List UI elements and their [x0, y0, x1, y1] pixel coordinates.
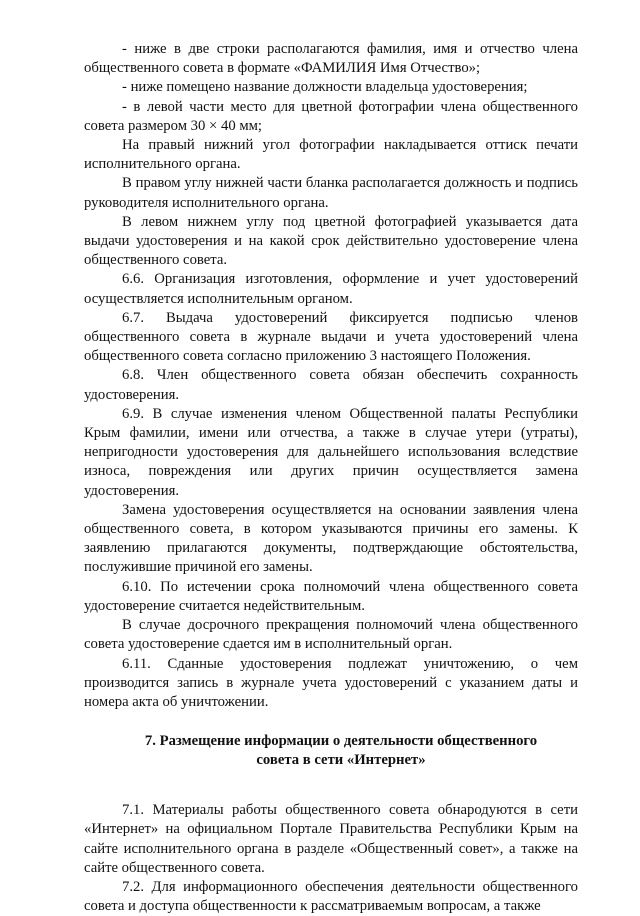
- paragraph-7-2: 7.2. Для информационного обеспечения деятельности общественного совета и доступа общественности к рассматриваемым вопросам, а также: [84, 878, 578, 915]
- paragraph-6-6: 6.6. Организация изготовления, оформление и учет удостоверений осуществляется исполнительным органом.: [84, 271, 578, 307]
- paragraph-signature: В правом углу нижней части бланка располагается должность и подпись руководителя исполнительного органа.: [84, 175, 578, 211]
- paragraph-6-9: 6.9. В случае изменения членом Общественной палаты Республики Крым фамилии, имени или отчества, а также в случае утери (утраты), непригодности удостоверения для дальнейшего использования вследствие износа, повреждения или других причин осуществляется замена удостоверения.: [84, 405, 578, 499]
- paragraph-6-8: 6.8. Член общественного совета обязан обеспечить сохранность удостоверения.: [84, 367, 578, 403]
- paragraph-fio-format: - ниже в две строки располагаются фамилия, имя и отчество члена общественного совета в формате «ФАМИЛИЯ Имя Отчество»;: [84, 41, 578, 77]
- paragraph-replacement: Замена удостоверения осуществляется на основании заявления члена общественного совета, в котором указываются причины его замены. К заявлению прилагаются документы, подтверждающие обстоятельства, послужившие причиной его замены.: [84, 501, 578, 576]
- paragraph-photo-place: - в левой части место для цветной фотографии члена общественного совета размером 30 × 40 мм;: [84, 98, 578, 134]
- paragraph-6-10: 6.10. По истечении срока полномочий члена общественного совета удостоверение считается недействительным.: [84, 578, 578, 614]
- paragraph-7-1: 7.1. Материалы работы общественного совета обнародуются в сети «Интернет» на официальном Портале Правительства Республики Крым на сайте исполнительного органа в разделе «Общественный совет», а также на сайте общественного совета.: [84, 802, 578, 876]
- section-7-heading: [84, 732, 578, 770]
- paragraph-6-11: 6.11. Сданные удостоверения подлежат уничтожению, о чем производится запись в журнале учета удостоверений с указанием даты и номера акта об уничтожении.: [84, 655, 578, 710]
- paragraph-seal-stamp: На правый нижний угол фотографии накладывается оттиск печати исполнительного органа.: [84, 137, 578, 173]
- paragraph-6-7: 6.7. Выдача удостоверений фиксируется подписью членов общественного совета в журнале выдачи и учета удостоверений члена общественного совета согласно приложению 3 настоящего Положения.: [84, 309, 578, 365]
- section-7-heading-line-2: совета в сети «Интернет»: [256, 752, 426, 769]
- document-body: [84, 40, 578, 916]
- section-7-heading-line-1: 7. Размещение информации о деятельности общественного: [144, 733, 538, 750]
- paragraph-issue-date: В левом нижнем углу под цветной фотографией указывается дата выдачи удостоверения и на какой срок действительно удостоверение члена общественного совета.: [84, 213, 578, 269]
- paragraph-position-title: - ниже помещено название должности владельца удостоверения;: [122, 79, 528, 96]
- paragraph-early-termination: В случае досрочного прекращения полномочий члена общественного совета удостоверение сдается им в исполнительный орган.: [84, 617, 578, 653]
